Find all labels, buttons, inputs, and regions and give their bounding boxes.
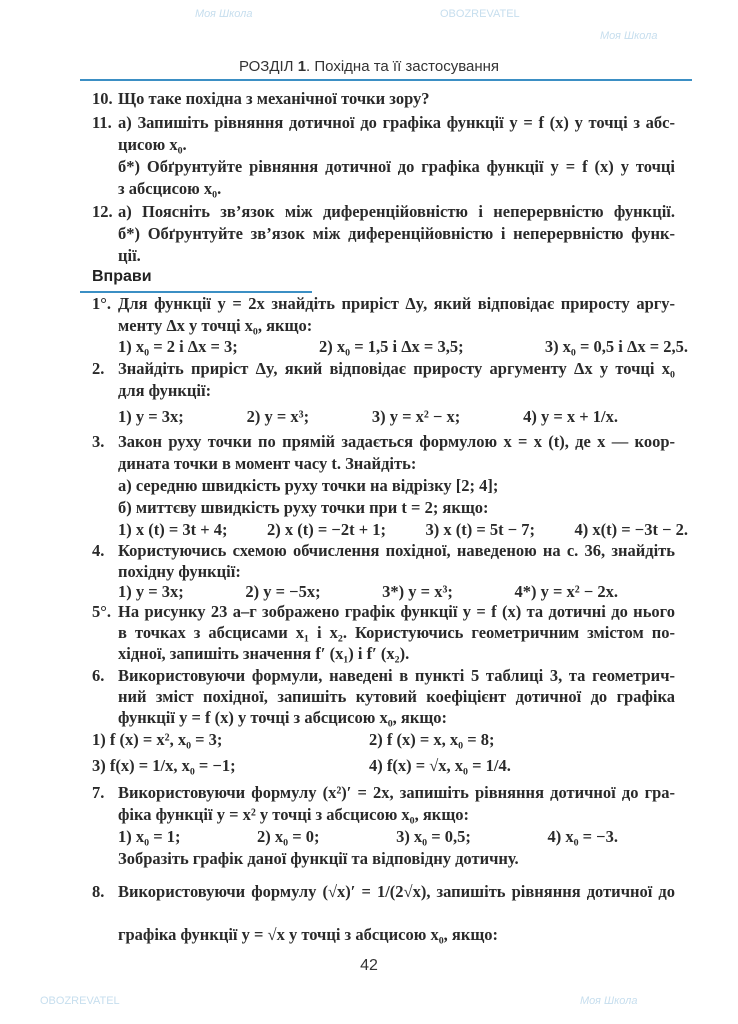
exercise-options [118,827,618,847]
section-number: 1 [297,58,307,75]
option: 3*) y = x³; [382,582,453,601]
option: 3) f(x) = 1/x, x₀ = −1; [92,756,236,775]
exercise-number: 7. [92,783,105,802]
exercise-text: Використовуючи формули, наведені в пункті 5 таблиці 3, та геометрич- [118,666,675,685]
exercise-text: Для функції y = 2x знайдіть приріст Δy, який відповідає приросту аргу- [118,294,675,313]
option: 3) x₀ = 0,5; [396,827,471,846]
option: 2) y = x³; [246,407,310,426]
option: 2) x (t) = −2t + 1; [267,520,386,539]
question-number: 12. [92,202,113,221]
question-text: з абсцисою x₀. [118,179,222,198]
option: 1) x₀ = 2 і Δx = 3; [118,337,238,356]
section-heading: Вправи [92,268,152,285]
exercise-text: Використовуючи формулу (√x)′ = 1/(2√x), запишіть рівняння дотичної до [118,882,675,901]
option: 2) x₀ = 0; [257,827,320,846]
option: 4) y = x + 1/x. [523,407,618,426]
exercise-options [118,337,688,357]
question-text: б*) Обґрунтуйте зв’язок між диференційовністю і неперервністю функ- [118,224,675,243]
exercise-text: Закон руху точки по прямій задається формулою x = x (t), де x — коор- [118,432,675,451]
option: 4) x(t) = −3t − 2. [574,520,688,539]
exercise-text: функції y = f (x) у точці з абсцисою x₀, якщо: [118,708,448,727]
section-prefix: РОЗДІЛ [238,58,294,75]
exercise-text: для функції: [118,381,212,400]
option: 1) f (x) = x², x₀ = 3; [92,730,223,749]
exercise-text: Знайдіть приріст Δy, який відповідає приросту аргументу Δx у точці x₀ [118,359,675,378]
question-text: а) Поясніть зв’язок між диференційовністю і неперервністю функції. [118,202,675,221]
question-text: Що таке похідна з механічної точки зору? [118,89,430,108]
question-text: а) Запишіть рівняння дотичної до графіка функції y = f (x) у точці з абс- [118,113,675,132]
exercise-options [118,407,618,427]
exercise-number: 4. [92,541,105,560]
exercise-number: 3. [92,432,105,451]
exercise-text: в точках з абсцисами x₁ і x₂. Користуючись геометричним змістом по- [118,623,675,642]
exercise-number: 1°. [92,294,111,313]
exercise-text: Використовуючи формулу (x²)′ = 2x, запишіть рівняння дотичної до гра- [118,783,675,802]
header-rule [80,79,692,81]
option: 4) x₀ = −3. [547,827,618,846]
option: 2) y = −5x; [245,582,321,601]
exercise-text: похідну функції: [118,562,241,581]
option: 1) x (t) = 3t + 4; [118,520,228,539]
option: 3) y = x² − x; [371,407,461,426]
exercise-text: менту Δx у точці x₀, якщо: [118,316,313,335]
exercise-number: 5°. [92,602,111,621]
section-rule [80,291,312,293]
watermark: Моя Школа [580,995,638,1007]
option: 3) x (t) = 5t − 7; [425,520,536,539]
option: 4*) y = x² − 2x. [514,582,618,601]
exercise-text: дината точки в момент часу t. Знайдіть: [118,454,417,473]
exercise-number: 8. [92,882,105,901]
option: 2) x₀ = 1,5 і Δx = 3,5; [319,337,464,356]
exercise-options [92,730,692,750]
page-number: 42 [360,957,378,974]
running-header [0,58,738,75]
watermark: OBOZREVATEL [440,8,520,20]
watermark: Моя Школа [600,30,658,42]
watermark: Моя Школа [195,8,253,20]
option: 3) x₀ = 0,5 і Δx = 2,5. [544,337,688,356]
option: 4) f(x) = √x, x₀ = 1/4. [369,756,511,775]
exercise-text: На рисунку 23 а–г зображено графік функції y = f (x) та дотичні до нього [118,602,675,621]
exercise-options [118,520,688,540]
exercise-options [118,582,618,602]
exercise-text: а) середню швидкість руху точки на відрізку [2; 4]; [118,476,499,495]
section-title: . Похідна та її застосування [306,58,500,75]
exercise-options [92,756,692,776]
question-text: б*) Обґрунтуйте рівняння дотичної до графіка функції y = f (x) у точці [118,157,675,176]
exercise-text: графіка функції y = √x у точці з абсцисою x₀, якщо: [118,925,499,944]
question-text: цисою x₀. [118,135,187,154]
question-number: 10. [92,89,113,108]
exercise-text: Зобразіть графік даної функції та відповідну дотичну. [118,849,519,868]
question-text: ції. [118,246,141,265]
exercise-text: фіка функції y = x² у точці з абсцисою x₀, якщо: [118,805,469,824]
watermark: OBOZREVATEL [40,995,120,1007]
option: 2) f (x) = x, x₀ = 8; [369,730,495,749]
option: 1) y = 3x; [118,407,184,426]
question-number: 11. [92,113,112,132]
exercise-text: Користуючись схемою обчислення похідної, наведеною на с. 36, знайдіть [118,541,675,560]
exercise-text: б) миттєву швидкість руху точки при t = 2; якщо: [118,498,489,517]
option: 1) y = 3x; [118,582,184,601]
exercise-text: ний зміст похідної, запишіть кутовий коефіцієнт дотичної до графіка [118,687,675,706]
exercise-number: 2. [92,359,105,378]
exercise-text: хідної, запишіть значення f′ (x₁) і f′ (x₂). [118,644,410,663]
option: 1) x₀ = 1; [118,827,181,846]
exercise-number: 6. [92,666,105,685]
